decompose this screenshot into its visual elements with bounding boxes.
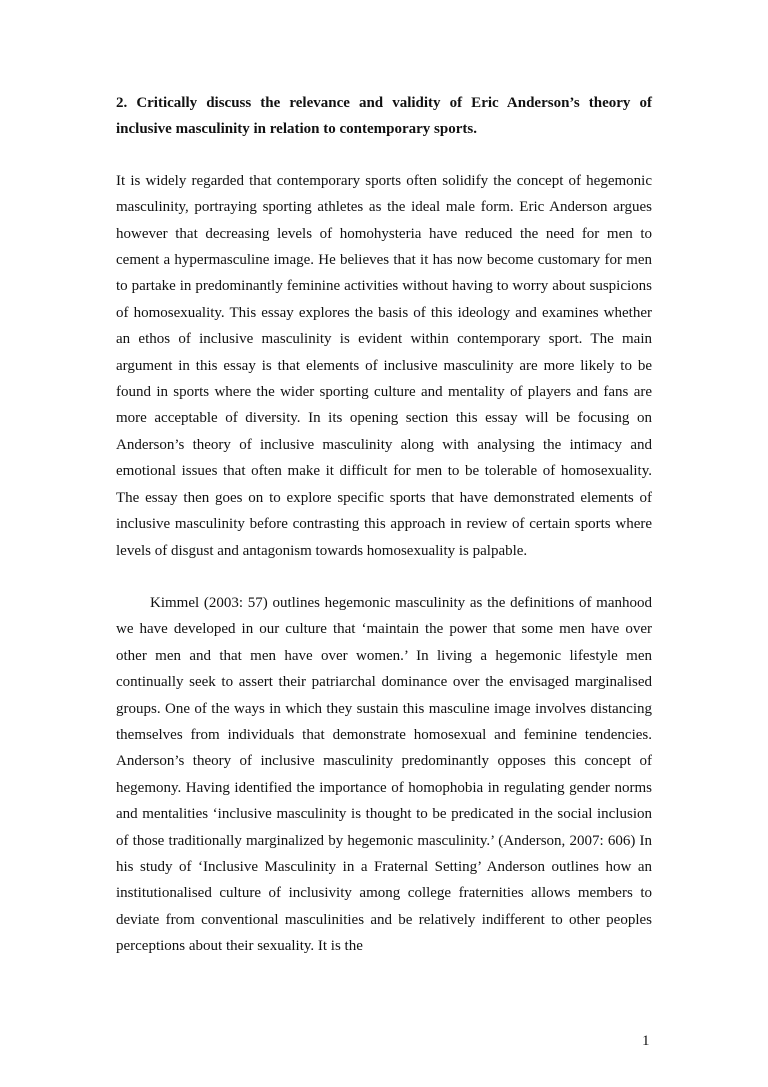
document-body: [116, 90, 652, 960]
essay-question: 2. Critically discuss the relevance and validity of Eric Anderson’s theory of inclusive masculinity in relation to contemporary sports.: [116, 95, 652, 138]
page-number: 1: [642, 1033, 650, 1049]
paragraph-hegemonic-masculinity: Kimmel (2003: 57) outlines hegemonic masculinity as the definitions of manhood we have developed in our culture that ‘maintain the power that some men have over other men and that men have over women.’ In living a hegemonic lifestyle men continually seek to assert their patriarchal dominance over the envisaged marginalised groups. One of the ways in which they sustain this masculine image involves distancing themselves from individuals that demonstrate homosexual and feminine tendencies. Anderson’s theory of inclusive masculinity predominantly opposes this concept of hegemony. Having identified the importance of homophobia in regulating gender norms and mentalities ‘inclusive masculinity is thought to be predicated in the social inclusion of those traditionally marginalized by hegemonic masculinity.’ (Anderson, 2007: 606) In his study of ‘Inclusive Masculinity in a Fraternal Setting’ Anderson outlines how an institutionalised culture of inclusivity among college fraternities allows members to deviate from conventional masculinities and be relatively indifferent to other peoples perceptions about their sexuality. It is the: [116, 594, 652, 955]
paragraph-introduction: It is widely regarded that contemporary sports often solidify the concept of hegemonic masculinity, portraying sporting athletes as the ideal male form. Eric Anderson argues however that decreasing levels of homohysteria have reduced the need for men to cement a hypermasculine image. He believes that it has now become customary for men to partake in predominantly feminine activities without having to worry about suspicions of homosexuality. This essay explores the basis of this ideology and examines whether an ethos of inclusive masculinity is evident within contemporary sport. The main argument in this essay is that elements of inclusive masculinity are more likely to be found in sports where the wider sporting culture and mentality of players and fans are more acceptable of diversity. In its opening section this essay will be focusing on Anderson’s theory of inclusive masculinity along with analysing the intimacy and emotional issues that often make it difficult for men to be tolerable of homosexuality. The essay then goes on to explore specific sports that have demonstrated elements of inclusive masculinity before contrasting this approach in review of certain sports where levels of disgust and antagonism towards homosexuality is palpable.: [116, 172, 652, 559]
